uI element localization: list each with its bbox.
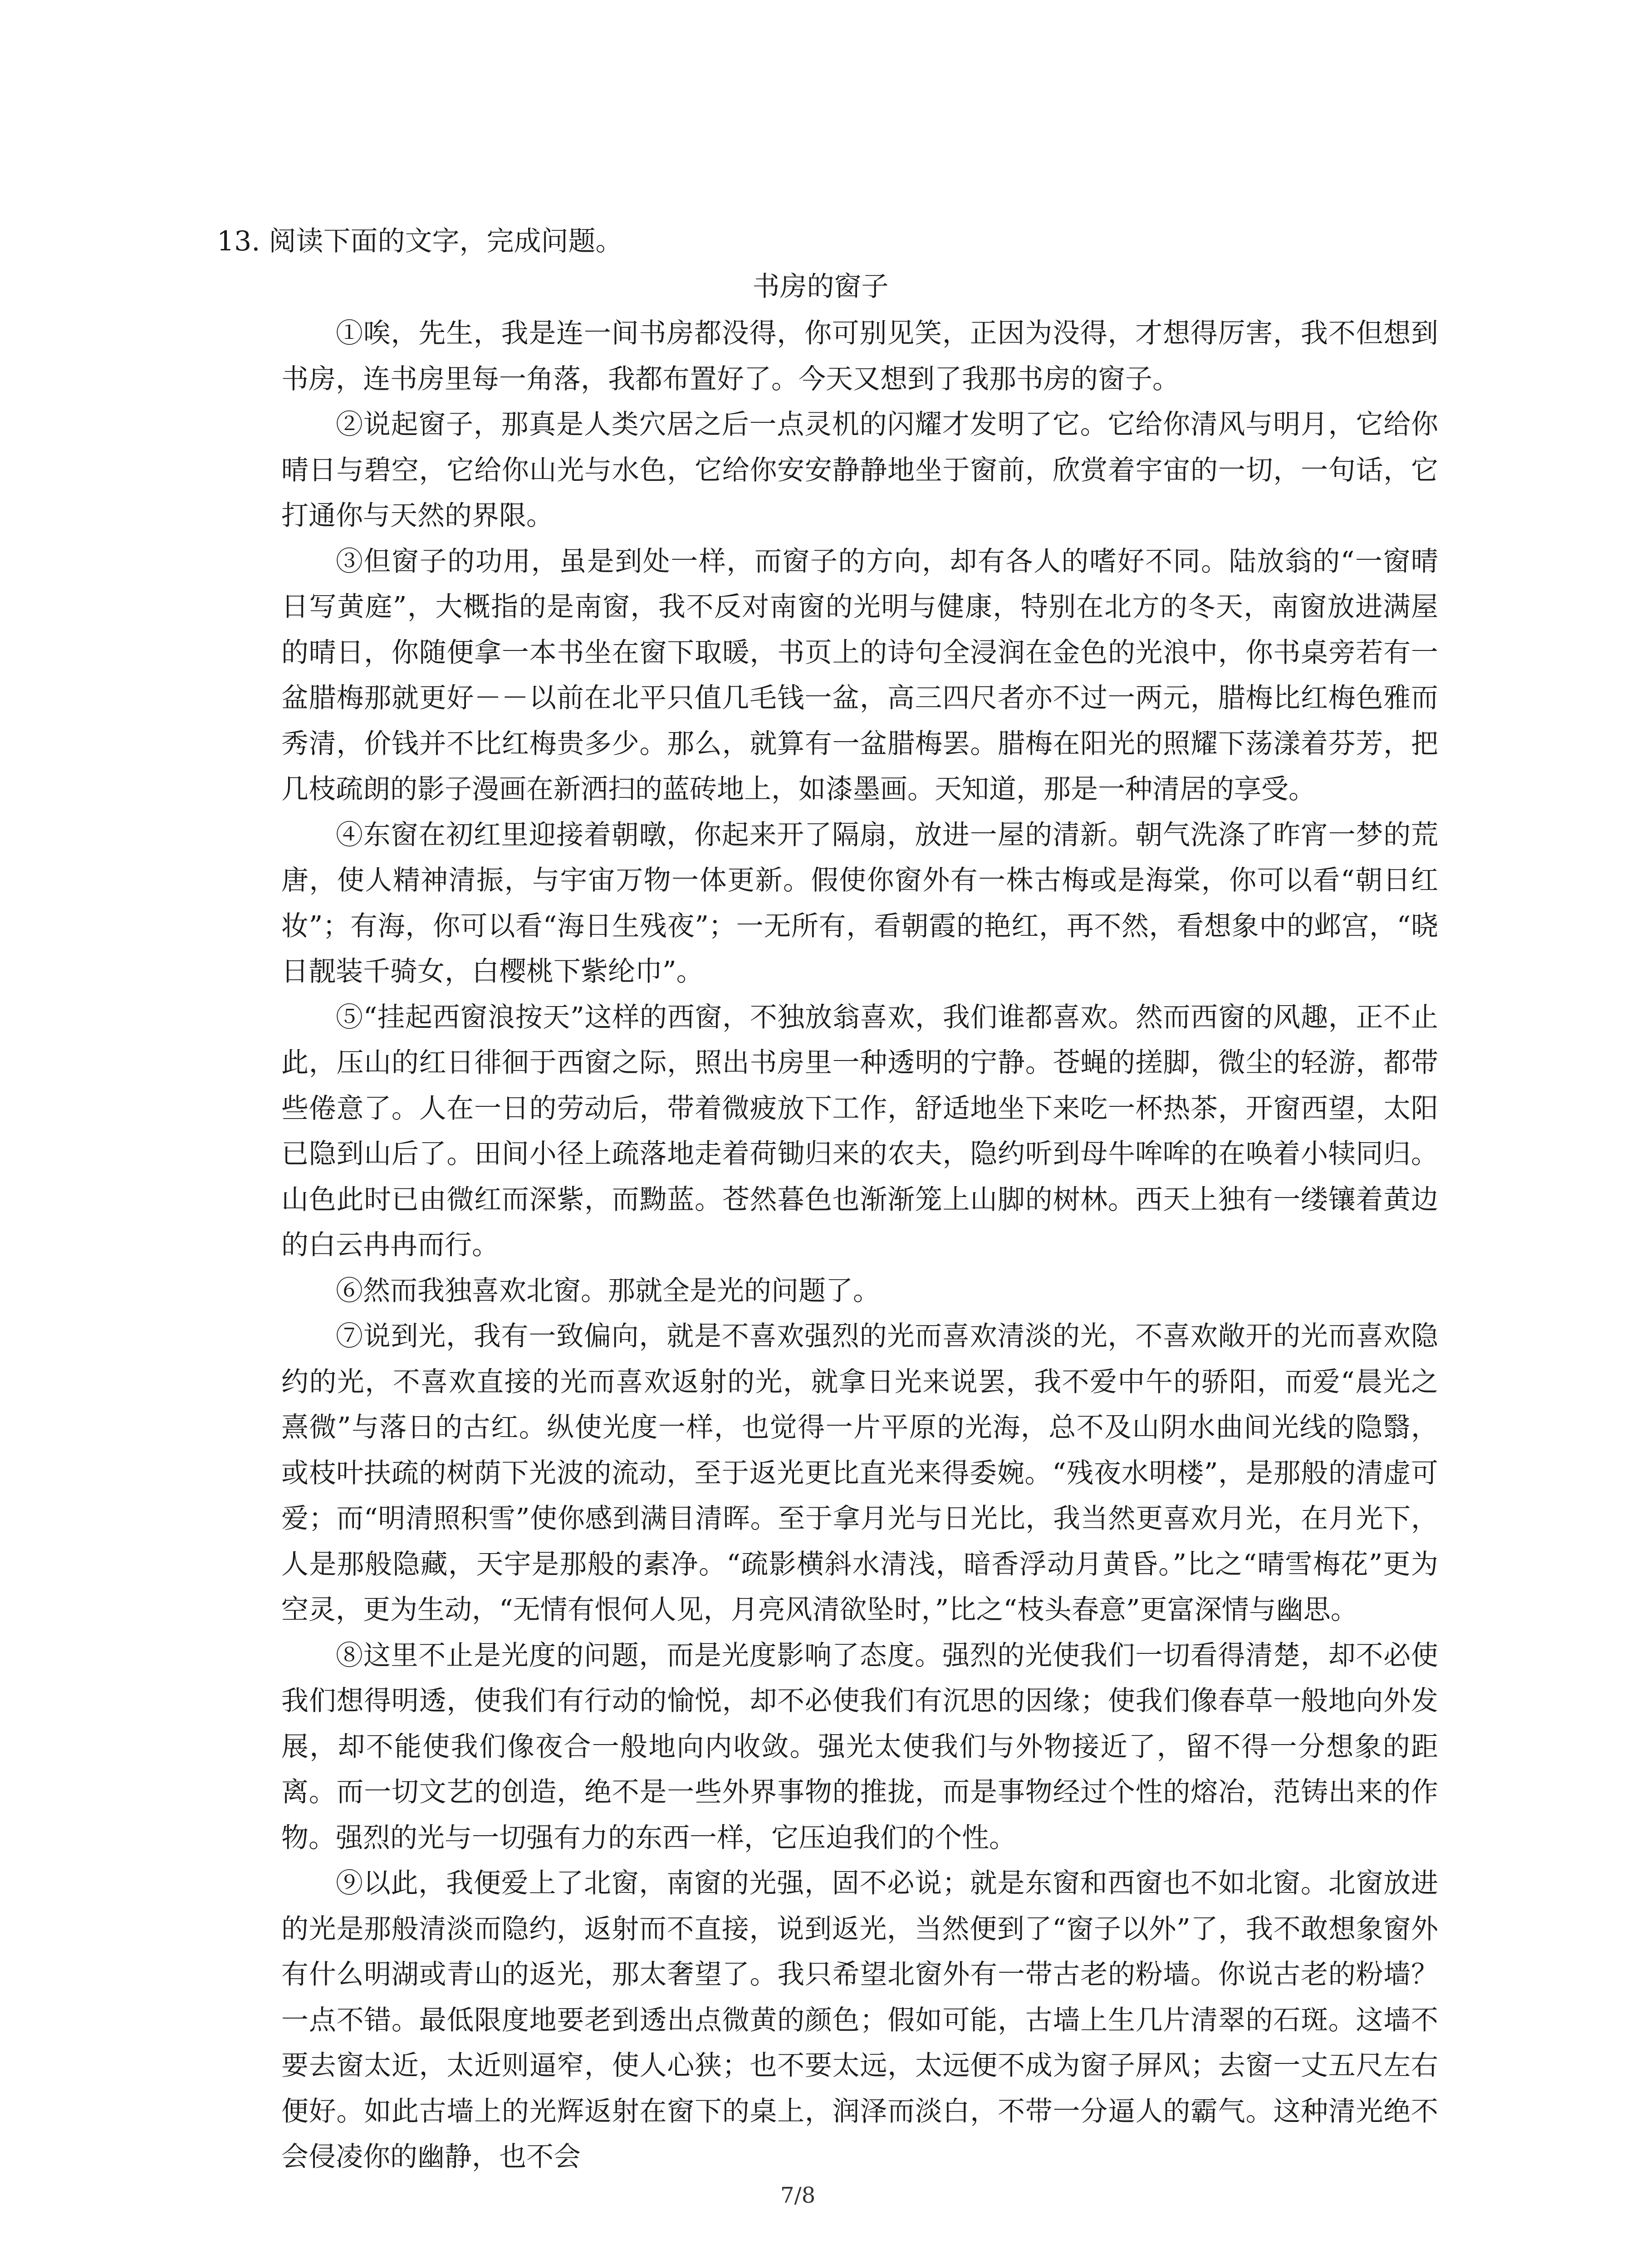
paragraph-3: ③但窗子的功用，虽是到处一样，而窗子的方向，却有各人的嗜好不同。陆放翁的“一窗晴日写黄庭”，大概指的是南窗，我不反对南窗的光明与健康，特别在北方的冬天，南窗放进满屋的晴日，你随便拿一本书坐在窗下取暖，书页上的诗句全浸润在金色的光浪中，你书桌旁若有一盆腊梅那就更好－－以前在北平只值几毛钱一盆，高三四尺者亦不过一两元，腊梅比红梅色雅而秀清，价钱并不比红梅贵多少。那么，就算有一盆腊梅罢。腊梅在阳光的照耀下荡漾着芬芳，把几枝疏朗的影子漫画在新洒扫的蓝砖地上，如漆墨画。天知道，那是一种清居的享受。 — [281, 545, 1438, 805]
paragraph-1: ①唉，先生，我是连一间书房都没得，你可别见笑，正因为没得，才想得厉害，我不但想到书房，连书房里每一角落，我都布置好了。今天又想到了我那书房的窗子。 — [281, 318, 1438, 395]
paragraph-9: ⑨以此，我便爱上了北窗，南窗的光强，固不必说；就是东窗和西窗也不如北窗。北窗放进的光是那般清淡而隐约，返射而不直接，说到返光，当然便到了“窗子以外”了，我不敢想象窗外有什么明湖或青山的返光，那太奢望了。我只希望北窗外有一带古老的粉墙。你说古老的粉墙？一点不错。最低限度地要老到透出点微黄的颜色；假如可能，古墙上生几片清翠的石斑。这墙不要去窗太近，太近则逼窄，使人心狭；也不要太远，太远便不成为窗子屏风；去窗一丈五尺左右便好。如此古墙上的光辉返射在窗下的桌上，润泽而淡白，不带一分逼人的霸气。这种清光绝不会侵凌你的幽静，也不会 — [281, 1867, 1438, 2173]
paragraph-2: ②说起窗子，那真是人类穴居之后一点灵机的闪耀才发明了它。它给你清风与明月，它给你晴日与碧空，它给你山光与水色，它给你安安静静地坐于窗前，欣赏着宇宙的一切，一句话，它打通你与天然的界限。 — [281, 409, 1438, 532]
page-number: 7/8 — [780, 2183, 816, 2208]
paragraph-4: ④东窗在初红里迎接着朝暾，你起来开了隔扇，放进一屋的清新。朝气洗涤了昨宵一梦的荒唐，使人精神清振，与宇宙万物一体更新。假使你窗外有一株古梅或是海棠，你可以看“朝日红妆”；有海，你可以看“海日生残夜”；一无所有，看朝霞的艳红，再不然，看想象中的邺宫，“晓日靓装千骑女，白樱桃下紫纶巾”。 — [281, 819, 1438, 987]
paragraph-8: ⑧这里不止是光度的问题，而是光度影响了态度。强烈的光使我们一切看得清楚，却不必使我们想得明透，使我们有行动的愉悦，却不必使我们有沉思的因缘；使我们像春草一般地向外发展，却不能使我们像夜合一般地向内收敛。强光太使我们与外物接近了，留不得一分想象的距离。而一切文艺的创造，绝不是一些外界事物的推拢，而是事物经过个性的熔冶，范铸出来的作物。强烈的光与一切强有力的东西一样，它压迫我们的个性。 — [281, 1639, 1438, 1854]
paragraph-6: ⑥然而我独喜欢北窗。那就全是光的问题了。 — [336, 1275, 880, 1307]
paragraph-7: ⑦说到光，我有一致偏向，就是不喜欢强烈的光而喜欢清淡的光，不喜欢敞开的光而喜欢隐约的光，不喜欢直接的光而喜欢返射的光，就拿日光来说罢，我不爱中午的骄阳，而爱“晨光之熹微”与落日的古红。纵使光度一样，也觉得一片平原的光海，总不及山阴水曲间光线的隐翳，或枝叶扶疏的树荫下光波的流动，至于返光更比直光来得委婉。“残夜水明楼”，是那般的清虚可爱；而“明清照积雪”使你感到满目清晖。至于拿月光与日光比，我当然更喜欢月光，在月光下，人是那般隐藏，天宇是那般的素净。“疏影横斜水清浅，暗香浮动月黄昏。”比之“晴雪梅花”更为空灵，更为生动，“无情有恨何人见，月亮风清欲坠时，”比之“枝头春意”更富深情与幽思。 — [281, 1320, 1438, 1626]
passage-body — [281, 311, 1438, 2180]
passage-title: 书房的窗子 — [752, 271, 889, 303]
question-heading: 13. 阅读下面的文字，完成问题。 — [217, 225, 623, 257]
paragraph-5: ⑤“挂起西窗浪按天”这样的西窗，不独放翁喜欢，我们谁都喜欢。然而西窗的风趣，正不止此，压山的红日徘徊于西窗之际，照出书房里一种透明的宁静。苍蝇的搓脚，微尘的轻游，都带些倦意了。人在一日的劳动后，带着微疲放下工作，舒适地坐下来吃一杯热茶，开窗西望，太阳已隐到山后了。田间小径上疏落地走着荷锄归来的农夫，隐约听到母牛哞哞的在唤着小犊同归。山色此时已由微红而深紫，而黝蓝。苍然暮色也渐渐笼上山脚的树林。西天上独有一缕镶着黄边的白云冉冉而行。 — [281, 1001, 1438, 1261]
